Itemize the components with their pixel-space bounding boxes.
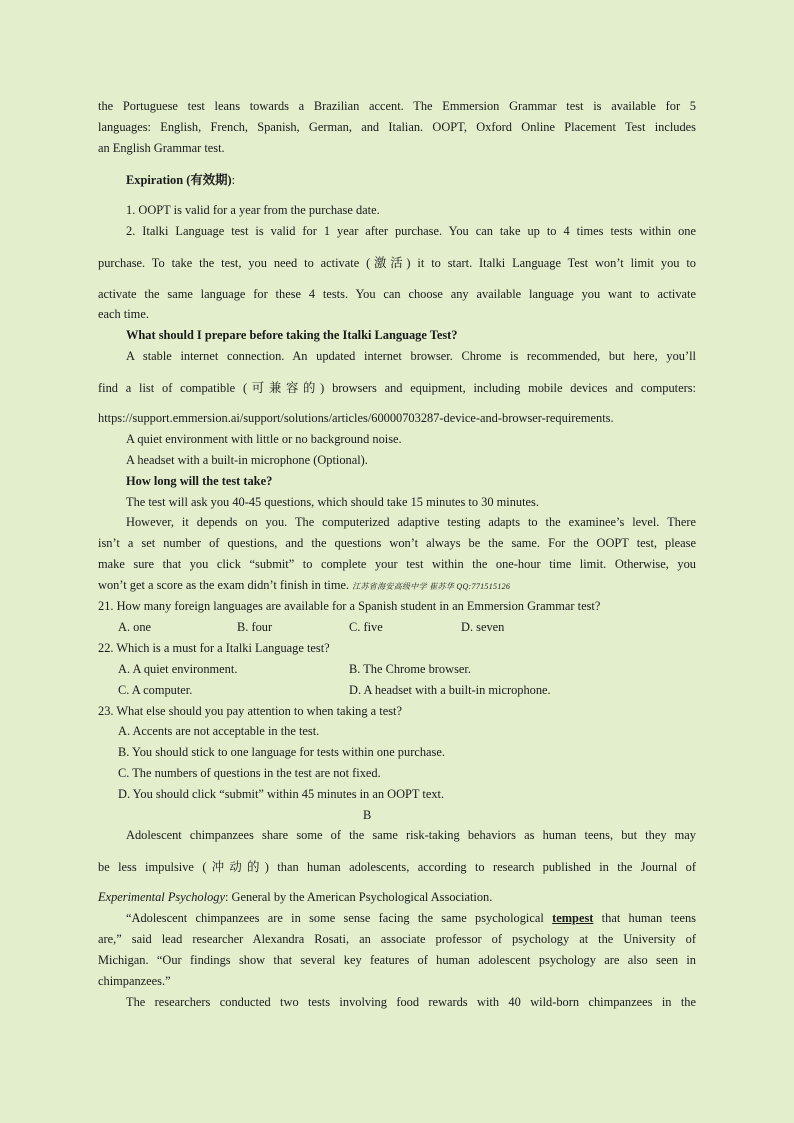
expiration-item-line: activate the same language for these 4 tests. You can choose any available language you want to activate: [98, 287, 696, 301]
question-23-option-a: A. Accents are not acceptable in the test.: [118, 724, 320, 738]
passage-b-quote-line: [126, 910, 696, 926]
prepare-line: find a list of compatible (可兼容的) browsers and equipment, including mobile devices and computers:: [98, 381, 696, 395]
question-22-stem: 22. Which is a must for a Italki Language test?: [98, 641, 330, 655]
question-21-option-d: D. seven: [461, 620, 505, 634]
prepare-headset: A headset with a built-in microphone (Optional).: [126, 453, 368, 467]
requirements-url: https://support.emmersion.ai/support/solutions/articles/60000703287-device-and-browser-requirements.: [98, 411, 614, 425]
expiration-item: 2. Italki Language test is valid for 1 year after purchase. You can take up to 4 times tests within one: [126, 224, 696, 238]
question-22-option-a: A. A quiet environment.: [118, 662, 238, 676]
however-line: However, it depends on you. The computerized adaptive testing adapts to the examinee’s level. There: [126, 515, 696, 529]
question-22-option-d: D. A headset with a built-in microphone.: [349, 683, 551, 697]
however-line: make sure that you click “submit” to complete your test within the one-hour time limit. Otherwise, you: [98, 557, 696, 571]
question-21-option-c: C. five: [349, 620, 383, 634]
however-line: [98, 577, 510, 595]
passage-b-line: chimpanzees.”: [98, 974, 171, 988]
journal-name: Experimental Psychology: [98, 890, 225, 904]
underlined-word-tempest: tempest: [552, 911, 594, 925]
how-long-heading: How long will the test take?: [126, 474, 273, 488]
expiration-item-line: each time.: [98, 307, 149, 321]
prepare-line: A stable internet connection. An updated internet browser. Chrome is recommended, but here, you’ll: [126, 349, 696, 363]
how-long-line: The test will ask you 40-45 questions, which should take 15 minutes to 30 minutes.: [126, 495, 539, 509]
expiration-colon: :: [231, 173, 236, 187]
question-22-option-c: C. A computer.: [118, 683, 193, 697]
question-23-stem: 23. What else should you pay attention to when taking a test?: [98, 704, 402, 718]
passage-b-label: B: [363, 808, 372, 822]
passage-b-line: Michigan. “Our findings show that several key features of human adolescent psychology are also seen in: [98, 953, 696, 967]
passage-a-line: languages: English, French, Spanish, German, and Italian. OOPT, Oxford Online Placement Test includes: [98, 120, 696, 134]
passage-b-line: are,” said lead researcher Alexandra Rosati, an associate professor of psychology at the University of: [98, 932, 696, 946]
expiration-item-line: purchase. To take the test, you need to activate (激活) it to start. Italki Language Test won’t limit you to: [98, 256, 696, 270]
question-21-option-b: B. four: [237, 620, 273, 634]
watermark: 江苏省海安高级中学 崔苏华 QQ:771515126: [352, 582, 511, 591]
expiration-item: 1. OOPT is valid for a year from the purchase date.: [126, 203, 380, 217]
however-line-text: won’t get a score as the exam didn’t finish in time.: [98, 578, 350, 592]
passage-b-line: Adolescent chimpanzees share some of the same risk-taking behaviors as human teens, but they may: [126, 828, 696, 842]
prepare-quiet-environment: A quiet environment with little or no background noise.: [126, 432, 402, 446]
prepare-heading: What should I prepare before taking the Italki Language Test?: [126, 328, 458, 342]
quote-text: “Adolescent chimpanzees are in some sense facing the same psychological: [126, 911, 544, 925]
quote-text-end: that human teens: [593, 911, 696, 925]
question-23-option-b: B. You should stick to one language for tests within one purchase.: [118, 745, 445, 759]
passage-a-line: the Portuguese test leans towards a Brazilian accent. The Emmersion Grammar test is available for 5: [98, 99, 696, 113]
question-23-option-c: C. The numbers of questions in the test are not fixed.: [118, 766, 381, 780]
expiration-heading-text: Expiration (有效期): [126, 173, 232, 187]
however-line: isn’t a set number of questions, and the questions won’t always be the same. For the OOPT test, please: [98, 536, 696, 550]
passage-b-line: The researchers conducted two tests involving food rewards with 40 wild-born chimpanzees in the: [126, 995, 696, 1009]
question-21-stem: 21. How many foreign languages are available for a Spanish student in an Emmersion Grammar test?: [98, 599, 601, 613]
question-22-option-b: B. The Chrome browser.: [349, 662, 471, 676]
expiration-heading: [126, 172, 235, 188]
passage-b-line: be less impulsive (冲动的) than human adolescents, according to research published in the Journal of: [98, 860, 696, 874]
journal-rest: : General by the American Psychological Association.: [224, 890, 493, 904]
question-23-option-d: D. You should click “submit” within 45 minutes in an OOPT text.: [118, 787, 445, 801]
passage-b-line: [98, 889, 492, 905]
question-21-option-a: A. one: [118, 620, 152, 634]
passage-a-line: an English Grammar test.: [98, 141, 225, 155]
